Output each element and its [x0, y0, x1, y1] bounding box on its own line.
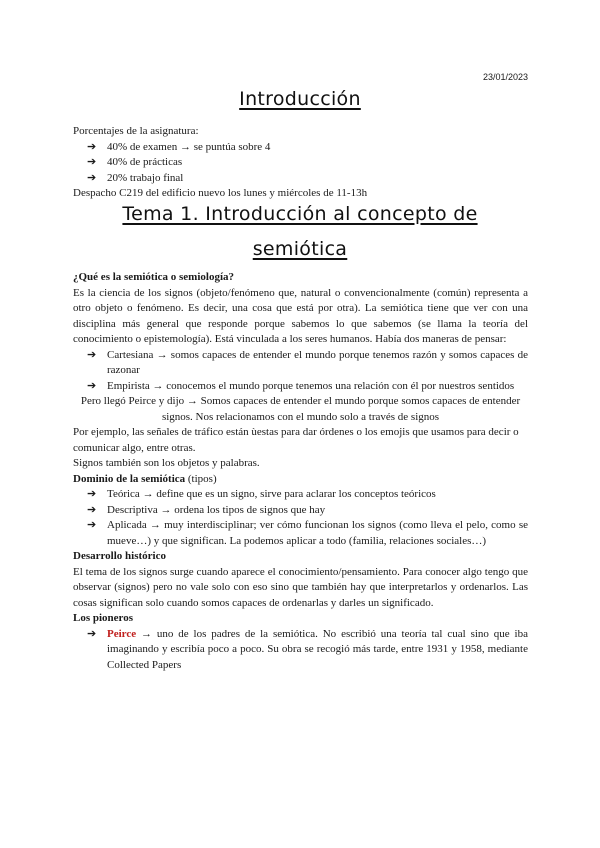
- desarrollo-heading: Desarrollo histórico: [73, 550, 166, 562]
- dominio-list: [73, 487, 528, 549]
- list-item: ➔ 20% trabajo final: [73, 171, 528, 187]
- list-item: ➔ 40% de prácticas: [73, 155, 528, 171]
- intro-section: [73, 124, 528, 202]
- arrow-icon: ➔: [87, 140, 97, 153]
- signs-paragraph: Signos también son los objetos y palabras.: [73, 457, 260, 469]
- arrow-icon: ➔: [87, 171, 97, 184]
- list-item: ➔ Teórica → define que es un signo, sirve para aclarar los conceptos teóricos: [73, 487, 528, 503]
- arrow-icon: ➔: [87, 488, 97, 500]
- percent-label: Porcentajes de la asignatura:: [73, 125, 199, 137]
- peirce-quote: Pero llegó Peirce y dijo → Somos capaces de entender el mundo porque somos capaces de entender signos. Nos relacionamos con el mundo solo a través de signos: [80, 395, 521, 423]
- list-item: ➔ Cartesiana → somos capaces de entender el mundo porque tenemos razón y somos capaces de razonar: [87, 348, 528, 376]
- desarrollo-paragraph: El tema de los signos surge cuando aparece el conocimiento/pensamiento. Para conocer algo tengo que observar (signos) pero no vale solo con eso sino que también hay que interpretarlos y ordenarlos. Las cosas significan solo cuando somos capaces de ordenarlas y darles un significado.: [73, 565, 528, 609]
- list-item: ➔ Descriptiva → ordena los tipos de signos que hay: [73, 503, 528, 519]
- arrow-icon: ➔: [87, 503, 97, 516]
- pioneros-list: [73, 627, 528, 674]
- tema-section: [73, 270, 528, 673]
- example-paragraph: Por ejemplo, las señales de tráfico están ùestas para dar órdenes o los emojis que usamos para decir o comunicar algo, entre otras.: [73, 426, 519, 454]
- office-hours: Despacho C219 del edificio nuevo los lunes y miércoles de 11-13h: [73, 187, 368, 199]
- arrow-icon: ➔: [87, 348, 97, 361]
- arrow-icon: ➔: [87, 627, 97, 640]
- tema-title-line1: Tema 1. Introducción al concepto de: [122, 203, 478, 225]
- arrow-icon: ➔: [87, 156, 97, 168]
- list-item: ➔ Empirista → conocemos el mundo porque tenemos una relación con él por nuestros sentidos: [73, 379, 528, 395]
- definition-paragraph: Es la ciencia de los signos (objeto/fenómeno que, natural o convencionalmente (común) representa a otro objeto o fenómeno. Es decir, una cosa que está por otra). La semiótica tiene que ver con una disciplina más general que responde porque sabemos lo que sabemos (se llama la teoría del conocimiento o epistemología). Está vinculada a los seres humanos. Había dos maneras de pensar:: [73, 286, 528, 345]
- dominio-heading: Dominio de la semiótica (tipos): [73, 472, 217, 485]
- ways-list: [73, 348, 528, 395]
- arrow-icon: ➔: [87, 379, 97, 392]
- arrow-icon: ➔: [87, 519, 97, 531]
- tema-title-line2: semiótica: [252, 238, 348, 260]
- pioneros-heading: Los pioneros: [73, 612, 134, 624]
- peirce-name: Peirce: [107, 627, 137, 640]
- list-item: ➔ Peirce → uno de los padres de la semiótica. No escribió una teoría tal cual sino que iba imaginando y escribía poco a poco. Su obra se recogió más tarde, entre 1931 y 1958, mediante Collected Papers: [87, 627, 528, 671]
- date: 23/01/2023: [482, 72, 528, 82]
- percent-list: [73, 140, 528, 187]
- question-heading: ¿Qué es la semiótica o semiología?: [73, 271, 235, 283]
- list-item: ➔ Aplicada → muy interdisciplinar; ver cómo funcionan los signos (como lleva el pelo, como se mueve…) y que significan. La podemos aplicar a todo (familia, relaciones sociales…): [87, 519, 528, 547]
- list-item: ➔ 40% de examen → se puntúa sobre 4: [73, 140, 528, 156]
- page-title: Introducción: [239, 88, 361, 110]
